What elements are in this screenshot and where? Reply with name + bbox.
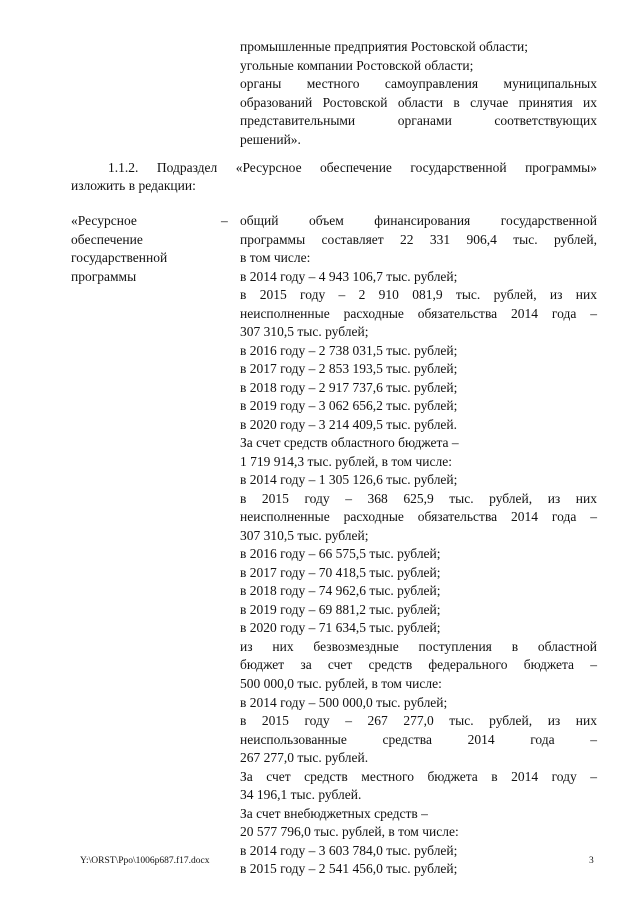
text-line: неисполненные расходные обязательства 2014 года – <box>240 305 597 321</box>
label-line: обеспечение <box>71 231 143 247</box>
text-line: неисполненные расходные обязательства 2014 года – <box>240 509 597 525</box>
text-line: За счет средств местного бюджета в 2014 году – <box>240 768 597 784</box>
text-line: в 2019 году – 69 881,2 тыс. рублей; <box>240 601 441 617</box>
text-line: За счет внебюджетных средств – <box>240 805 428 821</box>
text-line: в 2017 году – 70 418,5 тыс. рублей; <box>240 564 441 580</box>
text-line: в 2016 году – 66 575,5 тыс. рублей; <box>240 546 441 562</box>
text-line: в 2014 году – 4 943 106,7 тыс. рублей; <box>240 268 458 284</box>
text-line: в 2019 году – 3 062 656,2 тыс. рублей; <box>240 398 458 414</box>
text-line: решений». <box>240 132 301 147</box>
text-line: в 2020 году – 71 634,5 тыс. рублей; <box>240 620 441 636</box>
text-line: 307 310,5 тыс. рублей; <box>240 527 369 543</box>
text-line: образований Ростовской области в случае принятия их <box>240 94 597 110</box>
footer-file-path: Y:\ORST\Ppo\1006p687.f17.docx <box>80 856 210 866</box>
text-line: в 2014 году – 3 603 784,0 тыс. рублей; <box>240 842 458 858</box>
text-line: 20 577 796,0 тыс. рублей, в том числе: <box>240 824 459 840</box>
text-line: За счет средств областного бюджета – <box>240 435 459 451</box>
text-line: угольные компании Ростовской области; <box>240 57 474 73</box>
text-line: 267 277,0 тыс. рублей. <box>240 750 369 766</box>
text-line: 500 000,0 тыс. рублей, в том числе: <box>240 676 442 691</box>
footer-page-number: 3 <box>589 856 594 866</box>
text-line: в 2015 году – 267 277,0 тыс. рублей, из них <box>240 713 597 729</box>
text-line: в 2015 году – 2 910 081,9 тыс. рублей, из них <box>240 287 597 303</box>
label-line: государственной <box>71 250 168 265</box>
text-line: в 2015 году – 368 625,9 тыс. рублей, из них <box>240 490 597 506</box>
text-line: в 2020 году – 3 214 409,5 тыс. рублей. <box>240 416 458 432</box>
text-line: в 2018 году – 2 917 737,6 тыс. рублей; <box>240 379 458 395</box>
text-line: 1 719 914,3 тыс. рублей, в том числе: <box>240 453 452 469</box>
text-line: в 2016 году – 2 738 031,5 тыс. рублей; <box>240 342 458 358</box>
text-line: в 2014 году – 1 305 126,6 тыс. рублей; <box>240 472 458 488</box>
text-line: из них безвозмездные поступления в областной <box>240 638 597 654</box>
text-line: в 2018 году – 74 962,6 тыс. рублей; <box>240 583 441 599</box>
text-line: в 2015 году – 2 541 456,0 тыс. рублей; <box>240 861 458 877</box>
label-line: программы <box>71 268 137 284</box>
text-line: 1.1.2. Подраздел «Ресурсное обеспечение государственной программы» <box>108 160 597 175</box>
text-line: в 2017 году – 2 853 193,5 тыс. рублей; <box>240 361 458 377</box>
text-line: промышленные предприятия Ростовской области; <box>240 39 528 54</box>
text-line: в том числе: <box>240 250 311 266</box>
text-line: неиспользованные средства 2014 года – <box>240 731 597 747</box>
label-dash: – <box>221 213 228 228</box>
text-line: 307 310,5 тыс. рублей; <box>240 324 369 340</box>
text-line: органы местного самоуправления муниципальных <box>240 76 597 92</box>
text-line: бюджет за счет средств федерального бюджета – <box>240 657 597 673</box>
text-line: изложить в редакции: <box>71 178 196 193</box>
text-line: общий объем финансирования государственной <box>240 213 597 228</box>
text-line: программы составляет 22 331 906,4 тыс. рублей, <box>240 231 597 247</box>
label-line: «Ресурсное <box>71 213 137 228</box>
text-line: представительными органами соответствующих <box>240 113 597 129</box>
text-line: в 2014 году – 500 000,0 тыс. рублей; <box>240 694 448 710</box>
text-line: 34 196,1 тыс. рублей. <box>240 787 362 803</box>
